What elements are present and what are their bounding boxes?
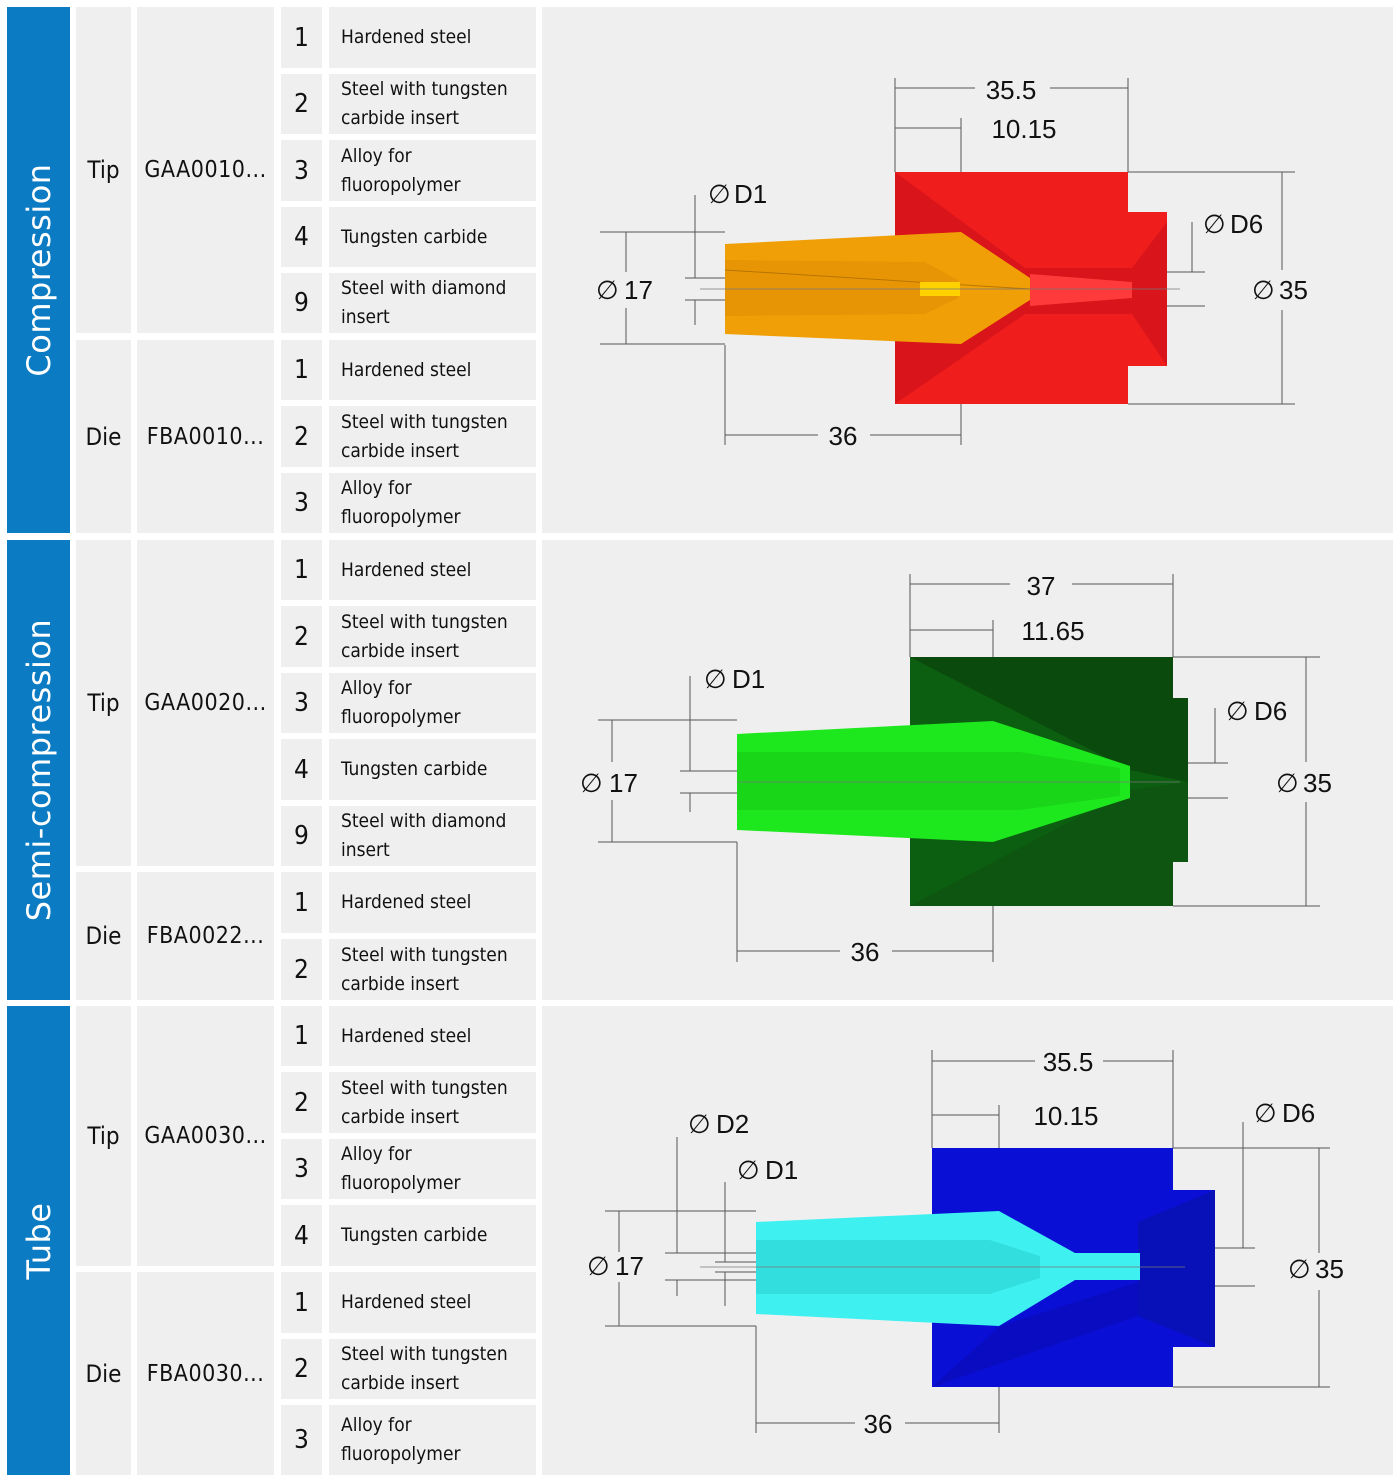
group-label-text: Tube: [19, 1202, 58, 1279]
diagram-panel-semi-compression: [542, 540, 1393, 1000]
grade-number: 2: [281, 1072, 322, 1133]
grade-number: 2: [281, 406, 322, 467]
material-cell: Steel with tungsten carbide insert: [329, 1339, 536, 1399]
material-cell: Tungsten carbide: [329, 739, 536, 800]
diagram-panel-compression: [542, 7, 1393, 533]
grade-number: 2: [281, 606, 322, 667]
dim-total-length: 35.5: [985, 75, 1037, 105]
dim-total-length: 35.5: [1042, 1047, 1094, 1077]
diagram-panel-tube: [542, 1006, 1393, 1475]
material-cell: Steel with diamond insert: [329, 806, 536, 866]
material-cell: Tungsten carbide: [329, 1205, 536, 1266]
material-cell: Steel with tungsten carbide insert: [329, 406, 536, 467]
dim-d6: D6: [1230, 209, 1264, 239]
diameter-symbol: ∅: [737, 1155, 760, 1185]
material-cell: Steel with tungsten carbide insert: [329, 939, 536, 1000]
grade-number: 1: [281, 872, 322, 933]
grade-number: 3: [281, 673, 322, 733]
diameter-symbol: ∅: [587, 1251, 610, 1281]
grade-number: 4: [281, 739, 322, 800]
dim-tip-diameter: 17: [609, 768, 638, 798]
code-cell-die: FBA0022...: [137, 872, 274, 1000]
grade-number: 2: [281, 1339, 322, 1399]
dim-d2: D2: [716, 1109, 750, 1139]
grade-number: 3: [281, 1139, 322, 1199]
material-cell: Alloy for fluoropolymer: [329, 1405, 536, 1475]
dim-tip-diameter: 17: [624, 275, 653, 305]
grade-number: 2: [281, 74, 322, 134]
grade-number: 4: [281, 207, 322, 267]
group-label-text: Compression: [19, 163, 58, 377]
code-cell-die: FBA0010...: [137, 340, 274, 533]
dim-die-diameter: 35: [1303, 768, 1332, 798]
grade-number: 3: [281, 1405, 322, 1475]
dim-d1: D1: [765, 1155, 799, 1185]
tube-tooling-drawing: [542, 1006, 1393, 1475]
material-cell: Alloy for fluoropolymer: [329, 140, 536, 201]
diameter-symbol: ∅: [1226, 696, 1249, 726]
type-cell-tip: Tip: [76, 7, 131, 333]
dim-inner-length: 10.15: [991, 114, 1057, 144]
material-cell: Hardened steel: [329, 1006, 536, 1066]
material-cell: Alloy for fluoropolymer: [329, 473, 536, 533]
dim-total-length: 37: [1026, 571, 1056, 601]
diameter-symbol: ∅: [688, 1109, 711, 1139]
grade-number: 1: [281, 7, 322, 68]
material-cell: Hardened steel: [329, 872, 536, 933]
code-cell-tip: GAA0010...: [137, 7, 274, 333]
dim-inner-length: 11.65: [1021, 616, 1085, 646]
grade-number: 1: [281, 1006, 322, 1066]
dim-tip-length: 36: [828, 421, 858, 451]
type-cell-die: Die: [76, 1272, 131, 1475]
grade-number: 2: [281, 939, 322, 1000]
diameter-symbol: ∅: [704, 664, 727, 694]
type-cell-tip: Tip: [76, 540, 131, 866]
diameter-symbol: ∅: [1252, 275, 1275, 305]
material-cell: Tungsten carbide: [329, 207, 536, 267]
material-cell: Steel with tungsten carbide insert: [329, 1072, 536, 1133]
diameter-symbol: ∅: [596, 275, 619, 305]
dim-d6: D6: [1254, 696, 1288, 726]
group-label-compression: [7, 7, 70, 533]
material-cell: Hardened steel: [329, 340, 536, 400]
dim-d1: D1: [732, 664, 766, 694]
material-cell: Steel with diamond insert: [329, 273, 536, 333]
diameter-symbol: ∅: [1254, 1098, 1277, 1128]
diameter-symbol: ∅: [1276, 768, 1299, 798]
diameter-symbol: ∅: [708, 179, 731, 209]
diameter-symbol: ∅: [1203, 209, 1226, 239]
dim-tip-diameter: 17: [615, 1251, 644, 1281]
grade-number: 3: [281, 473, 322, 533]
material-cell: Hardened steel: [329, 540, 536, 600]
group-label-semi-compression: [7, 540, 70, 1000]
material-cell: Steel with tungsten carbide insert: [329, 74, 536, 134]
material-cell: Hardened steel: [329, 7, 536, 68]
grade-number: 3: [281, 140, 322, 201]
code-cell-die: FBA0030...: [137, 1272, 274, 1475]
dim-d6: D6: [1282, 1098, 1316, 1128]
dim-d1: D1: [734, 179, 768, 209]
group-label-tube: [7, 1006, 70, 1475]
semi-compression-tooling-drawing: [542, 540, 1393, 1000]
grade-number: 9: [281, 273, 322, 333]
grade-number: 1: [281, 540, 322, 600]
material-cell: Hardened steel: [329, 1272, 536, 1333]
grade-number: 1: [281, 340, 322, 400]
grade-number: 1: [281, 1272, 322, 1333]
type-cell-die: Die: [76, 340, 131, 533]
grade-number: 4: [281, 1205, 322, 1266]
code-cell-tip: GAA0020...: [137, 540, 274, 866]
material-cell: Alloy for fluoropolymer: [329, 673, 536, 733]
diameter-symbol: ∅: [580, 768, 603, 798]
material-cell: Steel with tungsten carbide insert: [329, 606, 536, 667]
group-label-text: Semi-compression: [19, 618, 58, 922]
compression-tooling-drawing: [542, 7, 1393, 533]
type-cell-tip: Tip: [76, 1006, 131, 1266]
dim-tip-length: 36: [850, 937, 880, 967]
material-cell: Alloy for fluoropolymer: [329, 1139, 536, 1199]
diameter-symbol: ∅: [1288, 1254, 1311, 1284]
dim-die-diameter: 35: [1315, 1254, 1344, 1284]
dim-die-diameter: 35: [1279, 275, 1308, 305]
dim-tip-length: 36: [863, 1409, 893, 1439]
code-cell-tip: GAA0030...: [137, 1006, 274, 1266]
dim-inner-length: 10.15: [1033, 1101, 1099, 1131]
type-cell-die: Die: [76, 872, 131, 1000]
grade-number: 9: [281, 806, 322, 866]
